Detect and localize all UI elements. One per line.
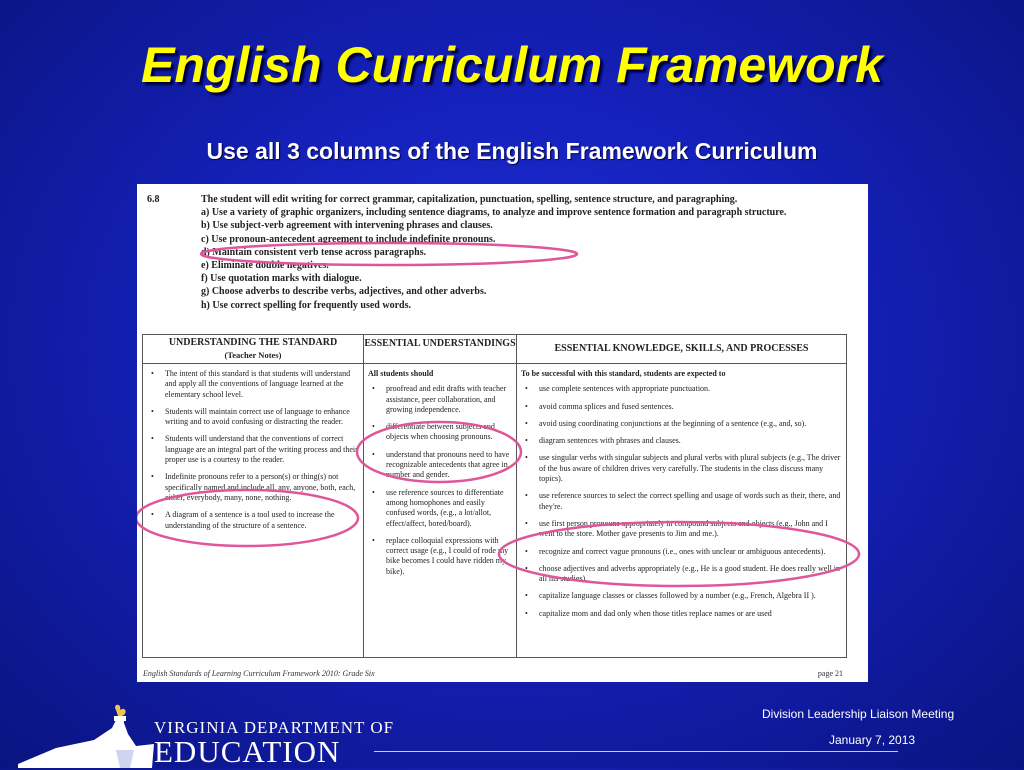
column-subheader: (Teacher Notes)	[224, 350, 282, 360]
standard-item-c: c) Use pronoun-antecedent agreement to include indefinite pronouns.	[201, 233, 496, 245]
column-header: UNDERSTANDING THE STANDARD	[168, 337, 338, 348]
virginia-state-outline-icon	[18, 712, 154, 768]
meeting-name: Division Leadership Liaison Meeting	[762, 707, 955, 721]
list-item: • replace colloquial expressions with correct usage (e.g., I could of rode my bike becomes I could have ridden my bike).	[368, 536, 512, 577]
list-item: • Students will understand that the conventions of correct language are an integral part of the writing process and their proper use is a courtesy to the reader.	[147, 434, 359, 465]
document-page-number: page 21	[817, 669, 843, 678]
list-item: • recognize and correct vague pronouns (i.e., ones with unclear or ambiguous antecedents).	[521, 547, 842, 557]
document-footer	[143, 669, 843, 678]
standard-item-h: h) Use correct spelling for frequently used words.	[201, 299, 411, 311]
standard-number: 6.8	[147, 194, 160, 205]
standard-item-d: d) Maintain consistent verb tense across paragraphs.	[201, 246, 427, 258]
document-footer-source: English Standards of Learning Curriculum Framework 2010: Grade Six	[143, 669, 375, 678]
list-item: • The intent of this standard is that students will understand and apply all the conventions of language learned at the elementary school level.	[147, 369, 359, 400]
list-item: • capitalize language classes or classes followed by a number (e.g., French, Algebra II ).	[521, 591, 842, 601]
list-item: • proofread and edit drafts with teacher assistance, peer collaboration, and growing independence.	[368, 384, 512, 415]
list-item: • understand that pronouns need to have recognizable antecedents that agree in number and gender.	[368, 450, 512, 481]
standard-item-e: e) Eliminate double negatives.	[201, 260, 329, 272]
column-essential-knowledge-skills-processes	[517, 335, 846, 657]
standard-item-b: b) Use subject-verb agreement with intervening phrases and clauses.	[201, 220, 493, 232]
list-item: • choose adjectives and adverbs appropriately (e.g., He is a good student. He does really well in all his studies).	[521, 564, 842, 585]
list-item: • diagram sentences with phrases and clauses.	[521, 436, 842, 446]
list-item: • use singular verbs with singular subjects and plural verbs with plural subjects (e.g., The driver of the bus aware of children drives very carefully. The students in the class discuss many topics).	[521, 453, 842, 484]
footer-rule	[374, 751, 898, 752]
list-item: • use reference sources to differentiate among homophones and easily confused words, (e.g., a lot/allot, effect/affect, bored/board).	[368, 488, 512, 529]
list-item: • avoid using coordinating conjunctions at the beginning of a sentence (e.g., and, so).	[521, 419, 842, 429]
column-lead: All students should	[368, 369, 434, 378]
column-lead: To be successful with this standard, students are expected to	[521, 369, 726, 378]
list-item: • use reference sources to select the correct spelling and usage of words such as their, there, and they're.	[521, 491, 842, 512]
slide-title: English Curriculum Framework	[141, 37, 883, 93]
standard-item-a: a) Use a variety of graphic organizers, including sentence diagrams, to analyze and improve sentence formation and paragraph structure.	[201, 207, 787, 219]
logo-line-2: EDUCATION	[154, 734, 341, 769]
standard-text: The student will edit writing for correct grammar, capitalization, punctuation, spelling, sentence structure, and paragraphing.	[201, 194, 738, 205]
slide-subtitle: Use all 3 columns of the English Framework Curriculum	[206, 138, 818, 164]
column-essential-understandings	[364, 335, 517, 657]
list-item: • capitalize mom and dad only when those titles replace names or are used	[521, 609, 842, 619]
list-item: • differentiate between subjects and objects when choosing pronouns.	[368, 422, 512, 443]
standard-item-g: g) Choose adverbs to describe verbs, adjectives, and other adverbs.	[201, 286, 487, 298]
list-item: • A diagram of a sentence is a tool used to increase the understanding of the structure of a sentence.	[147, 510, 359, 531]
meeting-date: January 7, 2013	[829, 733, 916, 747]
logo-line-1: VIRGINIA DEPARTMENT OF	[154, 718, 395, 737]
column-header: ESSENTIAL UNDERSTANDINGS	[364, 338, 516, 349]
list-item: • use first person pronouns appropriately in compound subjects and objects (e.g., John and I went to the store. Mother gave presents to Jim and me.).	[521, 519, 842, 540]
column-header: ESSENTIAL KNOWLEDGE, SKILLS, AND PROCESSES	[554, 343, 809, 354]
list-item: • use complete sentences with appropriate punctuation.	[521, 384, 842, 394]
list-item: • avoid comma splices and fused sentences.	[521, 402, 842, 412]
framework-table	[142, 334, 847, 658]
list-item: • Indefinite pronouns refer to a person(s) or thing(s) not specifically named and include all, any, anyone, both, each, either, everybody, many, none, nothing.	[147, 472, 359, 503]
list-item: • Students will maintain correct use of language to enhance writing and to avoid confusing or distracting the reader.	[147, 407, 359, 428]
column-understanding-the-standard	[143, 335, 364, 657]
curriculum-framework-document	[137, 184, 868, 682]
standard-item-f: f) Use quotation marks with dialogue.	[201, 273, 362, 285]
